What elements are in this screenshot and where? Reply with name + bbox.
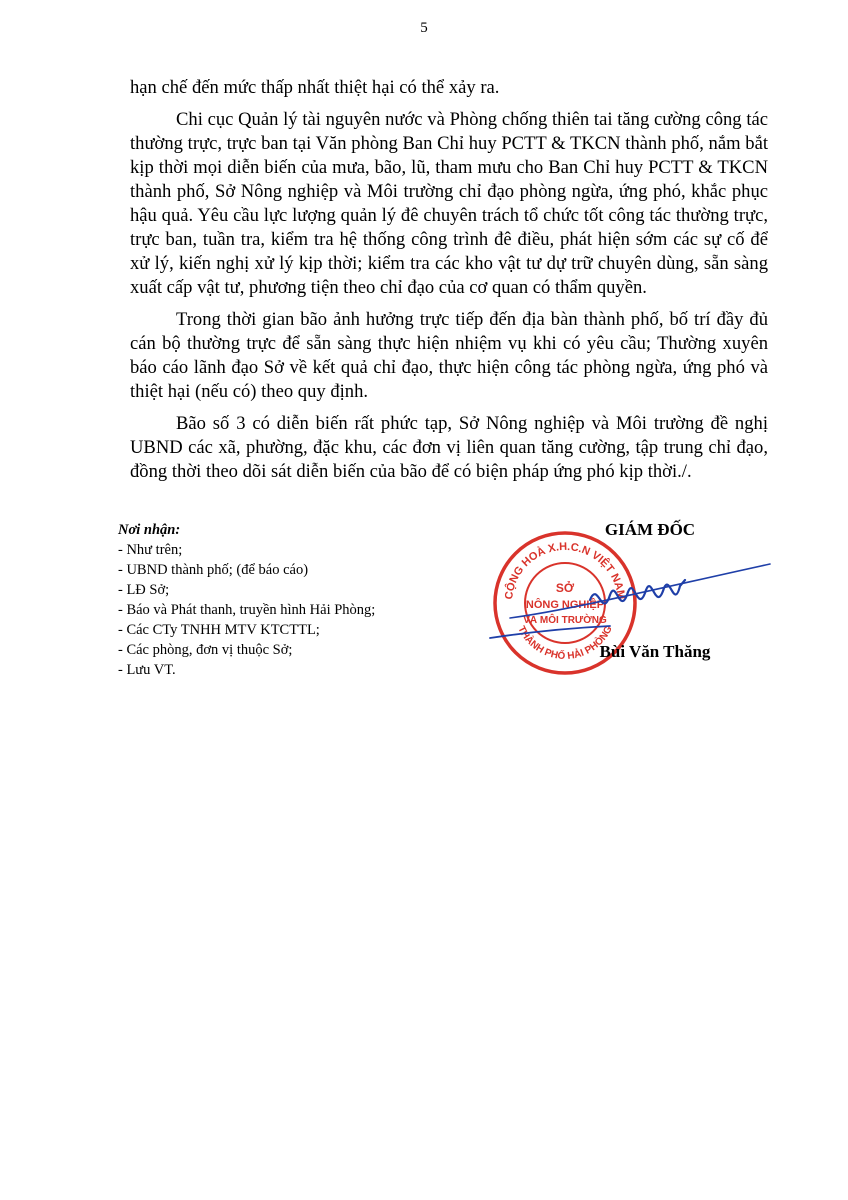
recipient-item: - Lưu VT. — [118, 662, 176, 678]
signature-underline — [490, 626, 610, 638]
recipients-list — [118, 540, 478, 680]
body-paragraph: hạn chế đến mức thấp nhất thiệt hại có thể xảy ra. — [130, 77, 500, 98]
signature-flourish — [510, 564, 770, 618]
document-body — [130, 76, 768, 492]
recipient-item: - Báo và Phát thanh, truyền hình Hải Phòng; — [118, 602, 376, 618]
stamp-bottom-text: THÀNH PHỐ HẢI PHÒNG — [515, 624, 615, 663]
recipients-block — [118, 520, 478, 680]
body-paragraph: Trong thời gian bão ảnh hưởng trực tiếp đến địa bàn thành phố, bố trí đầy đủ cán bộ thường trực để sẵn sàng thực hiện nhiệm vụ khi có yêu cầu; Thường xuyên báo cáo lãnh đạo Sở về kết quả chỉ đạo, thực hiện công tác phòng ngừa, ứng phó và thiệt hại (nếu có) theo quy định. — [130, 309, 768, 402]
signature-block — [480, 510, 780, 680]
recipient-item: - Các phòng, đơn vị thuộc Sở; — [118, 642, 293, 658]
recipients-title: Nơi nhận: — [118, 522, 181, 538]
stamp-inner-line3: VÀ MÔI TRƯỜNG — [523, 615, 607, 626]
signer-position: GIÁM ĐỐC — [604, 520, 696, 539]
recipient-item: - Các CTy TNHH MTV KTCTTL; — [118, 622, 320, 638]
page-number: 5 — [420, 20, 428, 36]
body-paragraph: Bão số 3 có diễn biến rất phức tạp, Sở Nông nghiệp và Môi trường đề nghị UBND các xã, phường, đặc khu, các đơn vị liên quan tăng cường, tập trung chỉ đạo, đồng thời theo dõi sát diễn biến của bão để có biện pháp ứng phó kịp thời./. — [130, 413, 768, 482]
stamp-outer-text: CỘNG HOÀ X.H.C.N VIỆT NAM — [503, 540, 628, 601]
recipient-item: - Như trên; — [118, 542, 183, 558]
handwritten-signature — [480, 550, 780, 650]
body-paragraph: Chi cục Quản lý tài nguyên nước và Phòng chống thiên tai tăng cường công tác thường trực, trực ban tại Văn phòng Ban Chỉ huy PCTT & TKCN thành phố, nắm bắt kịp thời mọi diễn biến của mưa, bão, lũ, tham mưu cho Ban Chỉ huy PCTT & TKCN thành phố, Sở Nông nghiệp và Môi trường chỉ đạo phòng ngừa, ứng phó, khắc phục hậu quả. Yêu cầu lực lượng quản lý đê chuyên trách tổ chức tốt công tác thường trực, trực ban, tuần tra, kiểm tra hệ thống công trình đê điều, phát hiện sớm các sự cố để xử lý, kiến nghị xử lý kịp thời; kiểm tra các kho vật tư dự trữ chuyên dùng, sẵn sàng xuất cấp vật tư, phương tiện theo chỉ đạo của cơ quan có thẩm quyền. — [130, 109, 768, 298]
stamp-inner-line1: SỞ — [555, 581, 575, 595]
stamp-inner-line2: NÔNG NGHIỆP — [525, 599, 605, 611]
signer-name: Bùi Văn Thăng — [599, 642, 711, 661]
recipient-item: - LĐ Sở; — [118, 582, 170, 598]
recipient-item: - UBND thành phố; (để báo cáo) — [118, 562, 309, 578]
